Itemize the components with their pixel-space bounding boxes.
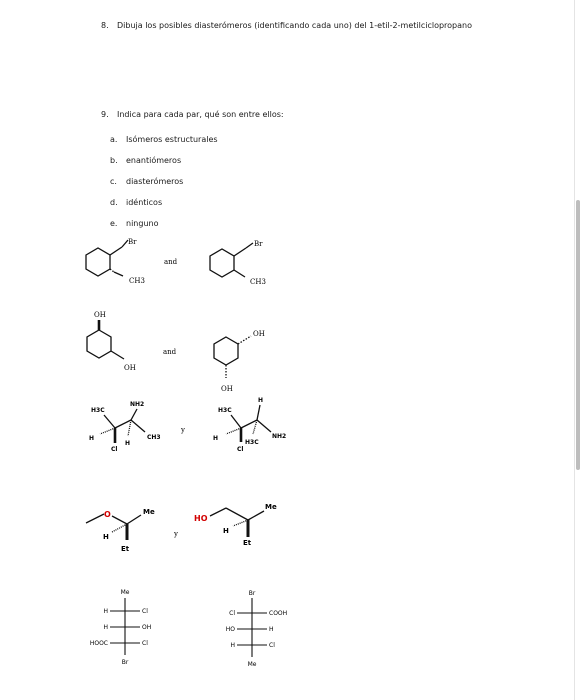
option-letter: e. bbox=[110, 219, 118, 228]
pair4-right-et: Et bbox=[243, 539, 252, 547]
pair3-right-molecule bbox=[226, 405, 271, 442]
pair3-conjunction: y bbox=[181, 426, 185, 434]
pair1-left-br: Br bbox=[128, 238, 137, 246]
bond-h-hash bbox=[233, 520, 248, 526]
pair3-left-h: H bbox=[89, 435, 95, 442]
pair1-left-ch3: CH3 bbox=[129, 277, 145, 285]
bond-br bbox=[246, 243, 253, 248]
pair5-left-r1r: Cl bbox=[142, 608, 148, 615]
pair3-right-h3c: H3C bbox=[218, 407, 232, 414]
pair5-right-r3l: H bbox=[230, 642, 235, 649]
bond bbox=[115, 420, 131, 428]
pair4-right-me: Me bbox=[265, 503, 277, 511]
pair2-right-oh-bottom: OH bbox=[221, 385, 233, 393]
pair2-left-oh-top: OH bbox=[94, 311, 106, 319]
pair3-left-cl: Cl bbox=[111, 446, 118, 453]
bond-h-hash bbox=[226, 428, 241, 434]
pair5-right-r1l: Cl bbox=[229, 610, 235, 617]
pair3-left-h3c: H3C bbox=[91, 407, 105, 414]
question-8-text: Dibuja los posibles diasterómeros (identificando cada uno) del 1-etil-2-metilciclopropano bbox=[117, 21, 472, 30]
pair1-right-ch3: CH3 bbox=[250, 278, 266, 286]
pair5-right-r2r: H bbox=[269, 626, 274, 633]
pair5-right-bottom: Me bbox=[247, 661, 257, 668]
bond-ch3 bbox=[234, 270, 245, 277]
pair3-right-h3c-2: H3C bbox=[245, 439, 259, 446]
option-letter: d. bbox=[110, 198, 118, 207]
pair5-left-top: Me bbox=[120, 589, 130, 596]
bond-nh2 bbox=[131, 409, 137, 420]
question-9-text: Indica para cada par, qué son entre ellos: bbox=[117, 110, 284, 119]
pair3-right-nh2: NH2 bbox=[272, 433, 287, 440]
bond-h-hash bbox=[112, 524, 127, 532]
bond-h-hash bbox=[100, 428, 115, 434]
bond-me bbox=[248, 511, 264, 520]
pair5-left-r3l: HOOC bbox=[89, 640, 108, 647]
pair5-left-r3r: Cl bbox=[142, 640, 148, 647]
option-text: enantiómeros bbox=[126, 156, 182, 165]
bond bbox=[231, 415, 241, 428]
pair3-left-nh2: NH2 bbox=[130, 401, 145, 408]
option-text: idénticos bbox=[126, 198, 163, 207]
option-text: ninguno bbox=[126, 219, 159, 228]
pair1-conjunction: and bbox=[164, 258, 178, 266]
question-8-number: 8. bbox=[101, 21, 109, 30]
cyclohexane-ring bbox=[86, 248, 110, 276]
option-letter: c. bbox=[110, 177, 117, 186]
bond bbox=[104, 415, 115, 428]
bond bbox=[110, 247, 122, 255]
pair5-left-r2l: H bbox=[103, 624, 108, 631]
pair4-left-molecule bbox=[86, 514, 141, 540]
option-letter: a. bbox=[110, 135, 118, 144]
pair3-right-h2: H bbox=[213, 435, 219, 442]
pair4-left-o: O bbox=[104, 510, 111, 519]
pair2-conjunction: and bbox=[163, 348, 177, 356]
pair5-right-top: Br bbox=[248, 590, 256, 597]
bond-me bbox=[127, 515, 141, 524]
bond-h bbox=[257, 405, 260, 420]
pair5-left-r2r: OH bbox=[142, 624, 152, 631]
bond bbox=[86, 514, 104, 523]
bond-h-hash bbox=[128, 420, 131, 436]
bond-ch3 bbox=[131, 420, 145, 432]
pair3-left-ch3: CH3 bbox=[147, 434, 161, 441]
option-text: diasterómeros bbox=[126, 177, 184, 186]
pair2-right-molecule bbox=[214, 336, 251, 378]
bond bbox=[210, 508, 226, 516]
pair4-left-h: H bbox=[103, 533, 109, 541]
pair3-left-molecule bbox=[100, 409, 145, 443]
cyclohexane-ring bbox=[214, 337, 238, 365]
pair4-right-molecule bbox=[210, 508, 264, 537]
pair5-right-fischer bbox=[237, 598, 267, 657]
cyclohexane-ring bbox=[210, 249, 234, 277]
bond-dashed bbox=[110, 269, 114, 272]
bond bbox=[234, 248, 246, 256]
pair2-left-oh-bottom: OH bbox=[124, 364, 136, 372]
pair4-conjunction: y bbox=[174, 530, 178, 538]
bond bbox=[112, 516, 127, 524]
pair1-right-br: Br bbox=[254, 240, 263, 248]
pair4-left-et: Et bbox=[121, 545, 130, 553]
pair4-right-h: H bbox=[223, 527, 229, 535]
option-text: Isómeros estructurales bbox=[126, 135, 218, 144]
pair5-right-r3r: Cl bbox=[269, 642, 275, 649]
pair5-right-r2l: HO bbox=[225, 626, 235, 633]
bond bbox=[226, 508, 248, 520]
pair2-left-molecule bbox=[87, 320, 124, 359]
pair3-left-h2: H bbox=[125, 440, 131, 447]
question-9-number: 9. bbox=[101, 110, 109, 119]
pair5-left-bottom: Br bbox=[121, 659, 129, 666]
option-letter: b. bbox=[110, 156, 118, 165]
pair3-right-cl: Cl bbox=[237, 446, 244, 453]
pair5-left-fischer bbox=[110, 598, 140, 655]
pair4-left-me: Me bbox=[143, 508, 155, 516]
pair5-right-r1r: COOH bbox=[269, 610, 288, 617]
pair1-right-molecule bbox=[210, 243, 253, 277]
pair2-right-oh-top: OH bbox=[253, 330, 265, 338]
bond bbox=[241, 420, 257, 428]
bond-ch3 bbox=[114, 272, 123, 276]
bond-dashed bbox=[238, 336, 251, 344]
pair4-right-ho: HO bbox=[194, 514, 208, 523]
pair3-right-h: H bbox=[258, 397, 264, 404]
pair5-left-r1l: H bbox=[103, 608, 108, 615]
cyclohexane-ring bbox=[87, 330, 111, 358]
bond-nh2 bbox=[257, 420, 271, 432]
pair1-left-molecule bbox=[86, 240, 128, 276]
bond-oh bbox=[111, 351, 124, 359]
